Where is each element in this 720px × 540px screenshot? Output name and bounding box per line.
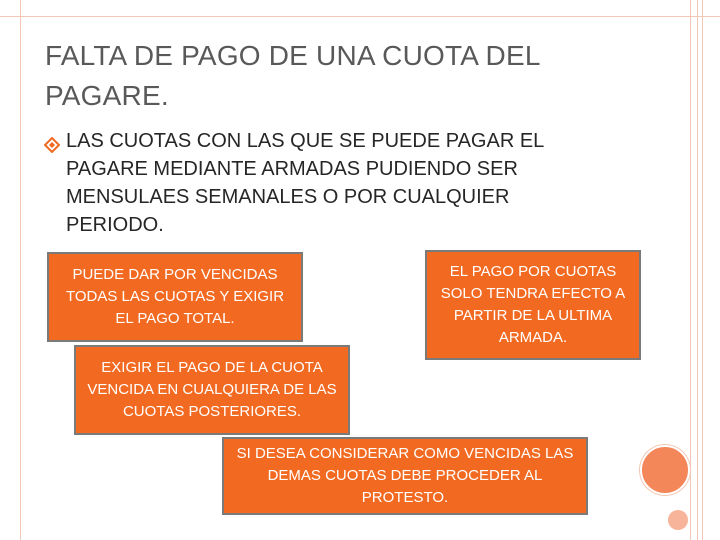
slide-title: FALTA DE PAGO DE UNA CUOTA DEL PAGARE. (45, 40, 540, 111)
box-vencidas-todas (47, 252, 303, 342)
bullet-text: LAS CUOTAS CON LAS QUE SE PUEDE PAGAR EL PAGARE MEDIANTE ARMADAS PUDIENDO SER MENSULAES SEMANALES O POR CUALQUIER PERIODO. (66, 130, 544, 236)
box-protesto-text: SI DESEA CONSIDERAR COMO VENCIDAS LAS DEMAS CUOTAS DEBE PROCEDER AL PROTESTO. (236, 445, 574, 506)
decorative-circle-large (640, 445, 690, 495)
frame-line-right-edge (702, 0, 703, 540)
box-exigir-pago (74, 345, 350, 435)
frame-line-right-inner (697, 0, 698, 540)
decorative-circle-small (668, 510, 688, 530)
box-pago-por-cuotas-text: EL PAGO POR CUOTAS SOLO TENDRA EFECTO A PARTIR DE LA ULTIMA ARMADA. (440, 263, 626, 346)
box-protesto (222, 437, 588, 515)
box-exigir-pago-text: EXIGIR EL PAGO DE LA CUOTA VENCIDA EN CUALQUIERA DE LAS CUOTAS POSTERIORES. (87, 359, 337, 420)
box-pago-por-cuotas (425, 250, 641, 360)
box-vencidas-todas-text: PUEDE DAR POR VENCIDAS TODAS LAS CUOTAS Y EXIGIR EL PAGO TOTAL. (65, 266, 285, 327)
diamond-bullet-icon (44, 137, 60, 153)
frame-line-top (0, 16, 720, 17)
frame-line-left (20, 0, 21, 540)
frame-line-right-outer (690, 0, 691, 540)
